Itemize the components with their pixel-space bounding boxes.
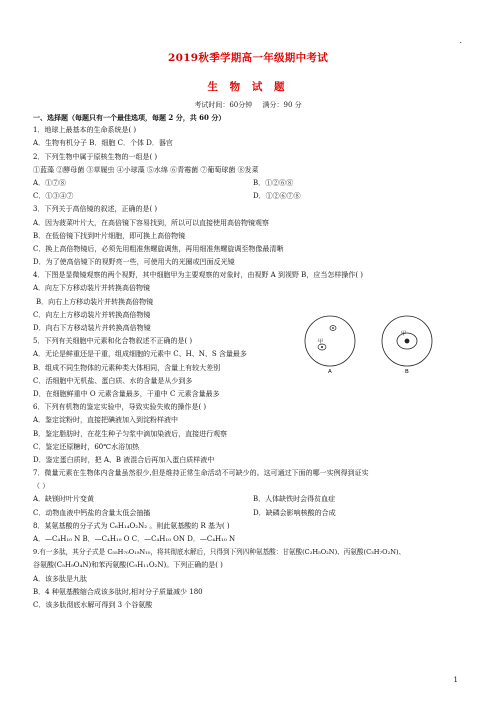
- exam-meta: [0, 100, 496, 110]
- q7-stem: 7．微量元素在生物体内含量虽然很少,但是维持正常生命活动不可缺少的。这可通过下面的哪一实例得到证实: [33, 469, 369, 478]
- q5-option-a: A．无论是鲜重还是干重，组成细胞的元素中 C、H、N、S 含量最多: [33, 350, 247, 359]
- q3-option-c: C．换上高倍物镜后，必须先用粗准焦螺旋调焦，再用细准焦螺旋调至物像最清晰: [33, 244, 284, 253]
- field-b-label: B: [405, 369, 409, 374]
- field-a-label: A: [328, 369, 332, 374]
- q2-options-row2: [33, 190, 473, 203]
- q2-option-c: C．①③④⑦: [33, 192, 74, 201]
- q6-option-d: D．鉴定蛋白质时，把 A、B 液混合后再加入蛋白质样液中: [33, 455, 215, 464]
- q8-options: A．—C₄H₁₀ N B．—C₄H₁₀ O C．—C₄H₁₀ ON D．—C₄H₁₀ N: [33, 535, 236, 543]
- q1-stem: 1．地球上最基本的生命系统是( ): [33, 126, 137, 135]
- q6-option-a: A．鉴定淀粉时，直接把碘液加入到淀粉样液中: [33, 416, 179, 425]
- q7-option-d: D．缺磷会影响核酸的合成: [253, 508, 336, 517]
- q5-option-c: C．活细胞中无机盐、蛋白质、水的含量是从少到多: [33, 376, 193, 385]
- q9-stem-cont: 谷氨酸(C₅H₉O₄N)和苯丙氨酸(C₉H₁₁O₂N)。下列正确的是( ): [33, 561, 223, 570]
- q2-items: ①蓝藻 ②酵母菌 ③草履虫 ④小球藻 ⑤水绵 ⑥青霉菌 ⑦葡萄球菌 ⑧发菜: [33, 165, 259, 174]
- q3-stem: 3．下列关于高倍镜的叙述，正确的是( ): [33, 205, 158, 214]
- q6-stem: 6．下列有机物的鉴定实验中，导致实验失败的操作是( ): [33, 403, 207, 412]
- q2-option-d: D．①②⑥⑦⑧: [253, 192, 301, 201]
- q2-stem: 2．下列生物中属于原核生物的一组是( ): [33, 152, 158, 161]
- q4-stem: 4．下图是显微镜观察的两个视野，其中细胞甲为主要观察的对象时，由视野 A 到视野 B，应当怎样操作( ): [33, 271, 364, 280]
- exam-time: 考试时间：60分钟: [194, 101, 253, 109]
- microscope-fields-figure: [300, 314, 440, 374]
- q7-options-row1: [33, 493, 473, 506]
- q7-options-row2: [33, 507, 473, 520]
- field-a-jia-label: 甲: [318, 339, 324, 345]
- q3-option-b: B．在低倍镜下找到叶片细胞，即可换上高倍物镜: [33, 231, 186, 240]
- page-number: 1: [453, 676, 458, 684]
- exam-subject: 生 物 试 题: [207, 81, 289, 93]
- q2-option-b: B．①②⑥⑧: [253, 178, 294, 187]
- q3-option-d: D．为了使高倍镜下的视野亮一些，可使用大的光圈或凹面反光镜: [33, 258, 235, 267]
- field-a-circle: [305, 316, 355, 366]
- q7-option-c: C．动物血液中钙盐的含量太低会抽搐: [33, 508, 151, 517]
- q3-option-a: A．因为菠菜叶片大，在高倍镜下容易找到，所以可以直接使用高倍物镜观察: [33, 218, 270, 227]
- q7-option-a: A．缺镁时叶片变黄: [33, 495, 95, 504]
- q6-option-b: B．鉴定脂肪时，在花生种子匀浆中滴加染液后，直接进行观察: [33, 429, 228, 438]
- exam-score: 满分：90 分: [262, 101, 302, 109]
- q4-option-d: D．向右下方移动装片并转换高倍物镜: [33, 324, 151, 332]
- field-a-nucleus-1: [332, 327, 334, 329]
- q9-option-b: B．4 种氨基酸缩合成该多肽时,相对分子质量减少 180: [33, 587, 203, 596]
- q6-option-c: C．鉴定还原糖时，60℃水浴加热: [33, 442, 140, 451]
- q7-option-b: B．人体缺铁时会得贫血症: [253, 495, 336, 504]
- q4-option-c: C．向左上方移动装片并转换高倍物镜: [33, 310, 151, 319]
- section-heading: 一、选择题（每题只有一个最佳选项，每题 2 分，共 60 分）: [33, 113, 226, 122]
- q2-option-a: A．①⑦⑧: [33, 178, 67, 187]
- exam-title: 2019秋季学期高一年级期中考试: [167, 52, 329, 64]
- q4-option-a: A．向左下方移动装片并转换高倍物镜: [33, 284, 151, 293]
- q1-options: A．生物有机分子 B．细胞 C．个体 D．器官: [33, 139, 173, 148]
- field-b-nucleus-jia: [405, 339, 410, 344]
- q9-option-a: A．该多肽是九肽: [33, 574, 88, 583]
- q2-options-row1: [33, 177, 473, 190]
- q9-stem: 9.有一多肽，其分子式是 C₅₅H₇₀O₁₉N₁₀，将其彻底水解后，只得到下列四种氨基酸：甘氨酸(C₂H₅O₂N)、丙氨酸(C₃H₇O₂N)、: [33, 548, 406, 557]
- q8-stem: 8．某氨基酸的分子式为 C₆H₁₄O₂N₂ 。则此氨基酸的 R 基为( ): [33, 521, 230, 530]
- q7-paren: （ ）: [33, 482, 50, 491]
- q5-option-d: D．在细胞鲜重中 O 元素含量最多，干重中 C 元素含量最多: [33, 389, 220, 398]
- header-dot: .: [459, 36, 462, 45]
- q9-option-c: C．该多肽彻底水解可得到 3 个谷氨酸: [33, 600, 153, 609]
- field-a-nucleus-jia: [321, 346, 323, 348]
- q5-option-b: B．组成不同生物体的元素种类大体相同，含量上有较大差别: [33, 363, 221, 372]
- field-b-jia-label: 甲: [401, 331, 407, 337]
- q5-stem: 5．下列有关细胞中元素和化合物叙述不正确的是( ): [33, 337, 193, 346]
- q4-option-b: B．向右上方移动装片并转换高倍物镜: [36, 297, 154, 306]
